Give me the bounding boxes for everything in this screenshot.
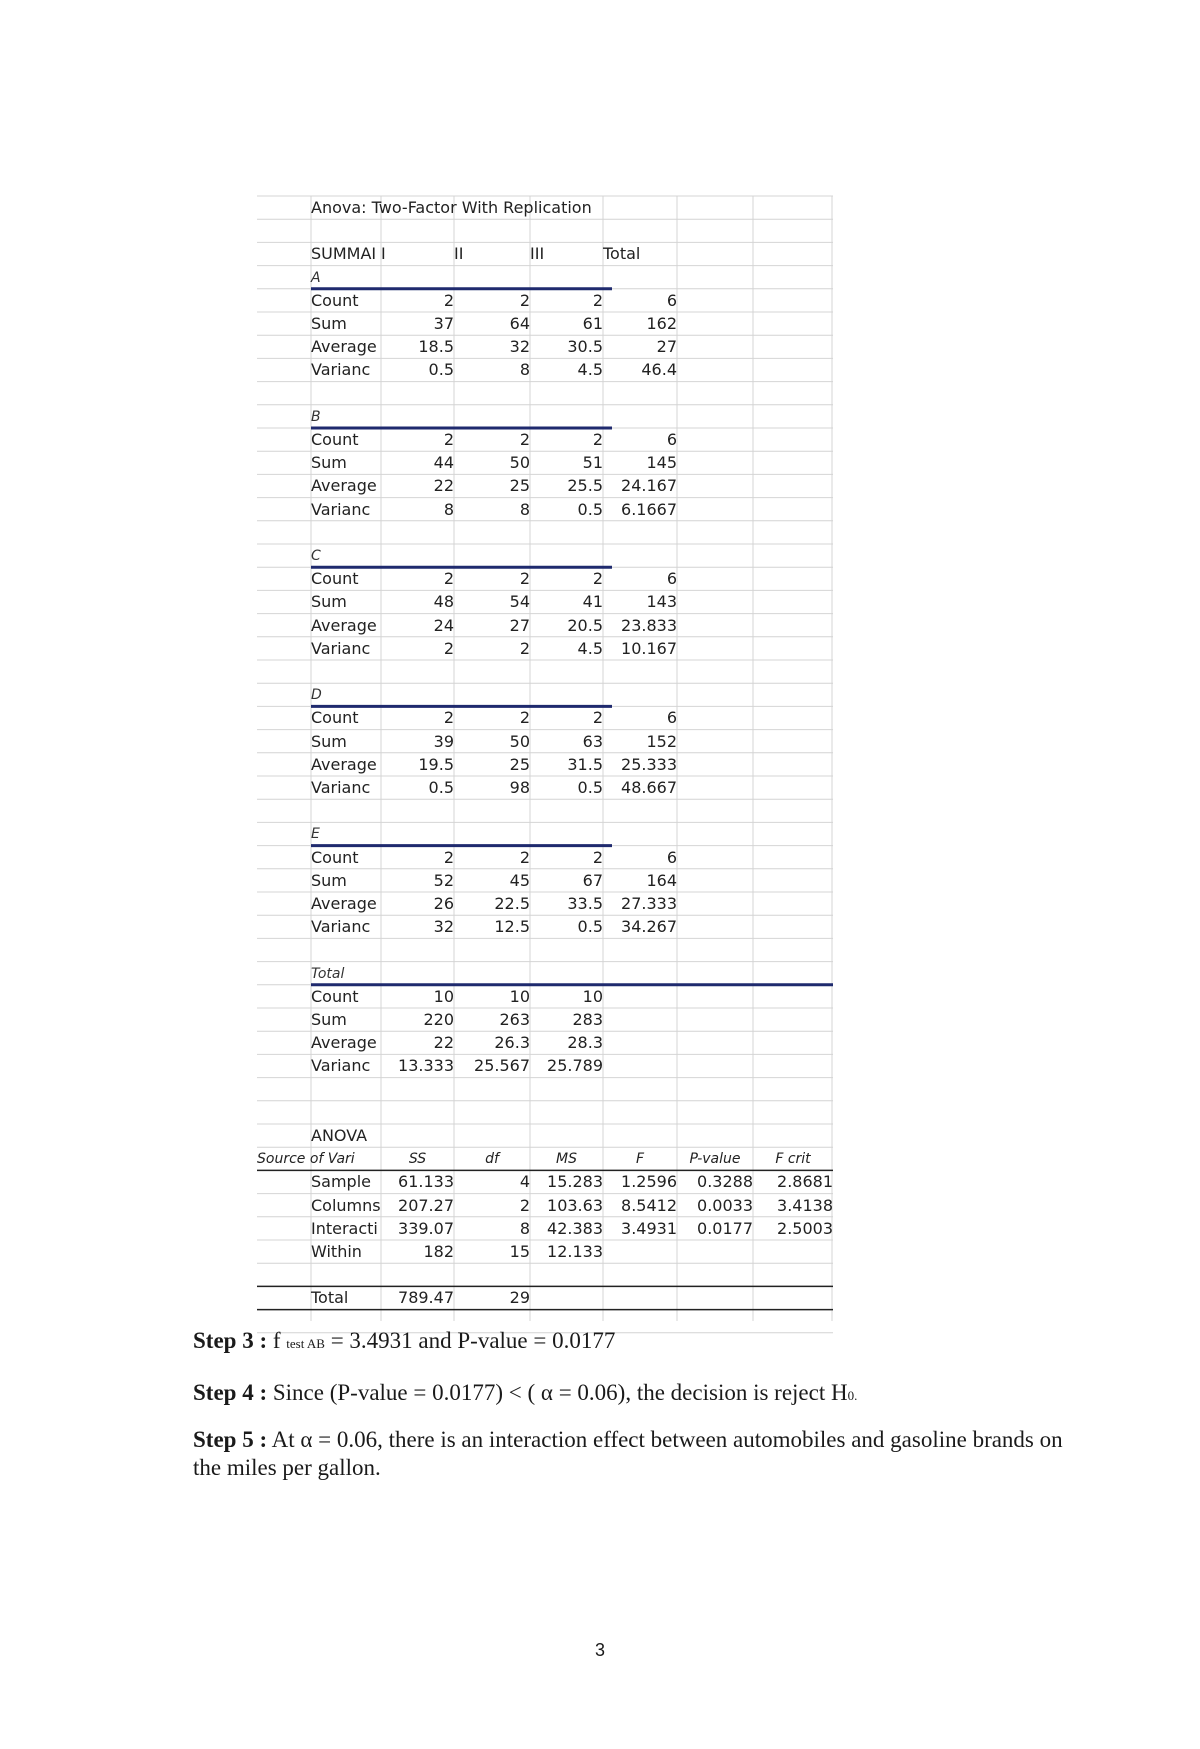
group-label: E: [311, 826, 320, 843]
summary-value: 64: [509, 314, 530, 333]
summary-value: 63: [582, 731, 603, 751]
stat-label: Average: [311, 337, 377, 357]
anova-title: ANOVA: [311, 1126, 368, 1145]
summary-value: 2: [592, 708, 603, 728]
step-4-label: Step 4 :: [193, 1380, 268, 1405]
summary-value: 32: [509, 337, 530, 357]
stat-label: Average: [311, 615, 377, 635]
summary-value: 2: [443, 430, 454, 449]
anova-value: 12.133: [547, 1242, 603, 1261]
anova-value: 42.383: [547, 1218, 603, 1238]
stat-label: Varianc: [311, 360, 371, 380]
anova-header-cell: df: [485, 1151, 499, 1168]
summary-value: 50: [509, 453, 530, 473]
summary-value: 2: [592, 290, 603, 310]
group-label: B: [311, 408, 321, 425]
summary-value: 0.5: [428, 778, 454, 797]
summary-value: 25: [509, 476, 530, 496]
stat-label: Varianc: [311, 499, 371, 519]
summary-value: 28.3: [567, 1033, 603, 1053]
group-label: D: [311, 687, 322, 704]
anova-value: 4: [519, 1172, 530, 1192]
summary-value: 18.5: [418, 337, 454, 357]
anova-value: 2.5003: [777, 1218, 833, 1238]
summary-value: 48: [433, 592, 454, 612]
summary-value: 25.789: [547, 1056, 603, 1076]
stat-label: Count: [311, 847, 359, 867]
summary-value: 51: [582, 453, 603, 473]
stat-label: Average: [311, 476, 377, 496]
summary-value: 283: [572, 1010, 603, 1029]
anova-value: [603, 1241, 677, 1263]
anova-value: [677, 1241, 753, 1263]
anova-total-label: Total: [311, 1288, 349, 1308]
summary-value: 27: [509, 615, 530, 635]
anova-value: 339.07: [398, 1218, 454, 1238]
group-label: Total: [311, 965, 345, 982]
summary-value: 22: [433, 1033, 454, 1053]
summary-header-cell: Total: [603, 244, 641, 264]
summary-value: 6.1667: [621, 499, 677, 519]
summary-value: 98: [509, 778, 530, 797]
step-3-post: = 3.4931 and P-value = 0.0177: [324, 1328, 616, 1353]
anova-header-cell: F crit: [775, 1151, 811, 1168]
stat-label: Count: [311, 569, 359, 589]
anova-value: 3.4931: [621, 1218, 677, 1238]
anova-value: 15.283: [547, 1172, 603, 1192]
group-label: C: [311, 548, 321, 564]
anova-value: 61.133: [398, 1172, 454, 1192]
stat-label: Sum: [311, 453, 347, 473]
summary-value: 20.5: [567, 615, 603, 635]
step-5-continued: [193, 1455, 381, 1481]
stat-label: Varianc: [311, 638, 371, 658]
anova-header-cell: SS: [408, 1151, 427, 1168]
step-3-label: Step 3 :: [193, 1328, 268, 1353]
summary-value: 33.5: [567, 894, 603, 913]
summary-value: 52: [433, 870, 454, 890]
stat-label: Sum: [311, 314, 347, 333]
summary-value: 10: [433, 986, 454, 1006]
summary-value: 8: [519, 499, 530, 519]
anova-source-label: Sample: [311, 1172, 371, 1192]
summary-value: 22: [433, 476, 454, 496]
summary-value: 50: [509, 731, 530, 751]
summary-value: 2: [519, 569, 530, 589]
summary-value: 27.333: [621, 894, 677, 913]
summary-value: 0.5: [577, 778, 603, 797]
step-4: [193, 1380, 857, 1406]
summary-value: 10.167: [621, 638, 677, 658]
step-5: [193, 1427, 1063, 1453]
summary-value: 13.333: [398, 1056, 454, 1076]
summary-value: 6: [666, 569, 677, 589]
stat-label: Varianc: [311, 1056, 371, 1076]
stat-label: Average: [311, 894, 377, 913]
anova-header-cell: Source of Vari: [257, 1151, 355, 1168]
summary-value: 6: [666, 430, 677, 449]
stat-label: Sum: [311, 592, 347, 612]
anova-value: [753, 1241, 833, 1263]
anova-value: 0.3288: [697, 1172, 753, 1192]
anova-spreadsheet-screenshot: [257, 196, 833, 1321]
stat-label: Varianc: [311, 778, 371, 797]
summary-value: 8: [443, 499, 454, 519]
summary-value: 48.667: [621, 778, 677, 797]
step-5-line2: the miles per gallon.: [193, 1455, 381, 1480]
stat-label: Sum: [311, 1010, 347, 1029]
summary-value: 12.5: [494, 917, 530, 937]
summary-value: 25: [509, 754, 530, 774]
stat-label: Sum: [311, 870, 347, 890]
summary-value: 24.167: [621, 476, 677, 496]
summary-header-cell: III: [530, 244, 545, 264]
summary-value: 2: [519, 430, 530, 449]
summary-value: 4.5: [577, 638, 603, 658]
summary-value: 164: [646, 870, 677, 890]
summary-value: 23.833: [621, 615, 677, 635]
anova-value: 2: [519, 1195, 530, 1215]
summary-value: 2: [443, 638, 454, 658]
summary-value: 143: [646, 592, 677, 612]
anova-value: 0.0033: [697, 1195, 753, 1215]
summary-value: 8: [519, 360, 530, 380]
summary-value: 0.5: [428, 360, 454, 380]
summary-value: 263: [499, 1010, 530, 1029]
summary-value: 30.5: [567, 337, 603, 357]
summary-value: 6: [666, 708, 677, 728]
anova-value: 15: [509, 1242, 530, 1261]
summary-value: 45: [509, 870, 530, 890]
summary-value: 0.5: [577, 499, 603, 519]
step-4-text: Since (P-value = 0.0177) < ( α = 0.06), the decision is reject H: [267, 1380, 848, 1405]
anova-header-cell: MS: [556, 1151, 577, 1168]
stat-label: Varianc: [311, 917, 371, 937]
summary-value: 37: [433, 314, 454, 333]
summary-value: 25.333: [621, 754, 677, 774]
summary-value: 2: [592, 847, 603, 867]
anova-value: 3.4138: [777, 1195, 833, 1215]
summary-value: 25.5: [567, 476, 603, 496]
anova-total-value: 789.47: [398, 1288, 454, 1308]
anova-value: 207.27: [398, 1195, 454, 1215]
summary-header-cell: II: [454, 244, 464, 264]
anova-value: 182: [423, 1242, 454, 1261]
step-5-line1: At α = 0.06, there is an interaction effect between automobiles and gasoline brands on: [267, 1427, 1063, 1452]
summary-value: 2: [592, 569, 603, 589]
step-3-subscript: test AB: [286, 1336, 325, 1351]
page-number: 3: [594, 1640, 605, 1660]
anova-value: 1.2596: [621, 1172, 677, 1192]
summary-value: 2: [519, 847, 530, 867]
step-3-pre: f: [267, 1328, 287, 1353]
summary-value: 27: [656, 337, 677, 357]
anova-total-value: 29: [509, 1288, 530, 1308]
step-4-subscript: 0.: [847, 1388, 858, 1403]
summary-value: 152: [646, 731, 677, 751]
anova-source-label: Within: [311, 1242, 362, 1261]
summary-value: 2: [592, 430, 603, 449]
summary-value: 2: [443, 708, 454, 728]
summary-value: 19.5: [418, 754, 454, 774]
summary-value: 44: [433, 453, 454, 473]
stat-label: Average: [311, 1033, 377, 1053]
stat-label: Count: [311, 430, 359, 449]
summary-value: 41: [582, 592, 603, 612]
summary-value: 2: [443, 290, 454, 310]
summary-value: 31.5: [567, 754, 603, 774]
anova-value: 8: [519, 1218, 530, 1238]
summary-value: 26.3: [494, 1033, 530, 1053]
summary-value: 162: [646, 314, 677, 333]
summary-value: 6: [666, 847, 677, 867]
summary-value: 6: [666, 290, 677, 310]
summary-value: 67: [582, 870, 603, 890]
summary-value: 2: [519, 708, 530, 728]
summary-value: 0.5: [577, 917, 603, 937]
summary-value: 4.5: [577, 360, 603, 380]
anova-value: 8.5412: [621, 1195, 677, 1215]
summary-value: 10: [582, 986, 603, 1006]
summary-header-cell: I: [381, 244, 386, 264]
summary-value: 26: [433, 894, 454, 913]
anova-source-label: Interacti: [311, 1218, 378, 1238]
group-label: A: [311, 269, 321, 286]
stat-label: Count: [311, 708, 359, 728]
summary-value: 22.5: [494, 894, 530, 913]
summary-value: 25.567: [474, 1056, 530, 1076]
stat-label: Count: [311, 290, 359, 310]
summary-value: 2: [519, 290, 530, 310]
summary-value: 145: [646, 453, 677, 473]
summary-value: 54: [509, 592, 530, 612]
summary-value: 10: [509, 986, 530, 1006]
summary-value: 61: [582, 314, 603, 333]
summary-value: 46.4: [641, 360, 677, 380]
summary-value: 39: [433, 731, 454, 751]
summary-value: 2: [443, 847, 454, 867]
anova-value: 0.0177: [697, 1218, 753, 1238]
summary-value: 34.267: [621, 917, 677, 937]
anova-header-cell: P-value: [689, 1151, 741, 1168]
sheet-title: Anova: Two-Factor With Replication: [311, 198, 592, 217]
summary-value: 24: [433, 615, 454, 635]
stat-label: Average: [311, 754, 377, 774]
anova-value: 2.8681: [777, 1172, 833, 1192]
stat-label: Count: [311, 986, 359, 1006]
step-5-label: Step 5 :: [193, 1427, 268, 1452]
anova-header-cell: F: [635, 1151, 645, 1168]
anova-source-label: Columns: [311, 1195, 381, 1215]
summary-value: 2: [443, 569, 454, 589]
summary-value: 2: [519, 638, 530, 658]
summary-value: 220: [423, 1010, 454, 1029]
summary-value: 32: [433, 917, 454, 937]
anova-value: 103.63: [547, 1195, 603, 1215]
summary-header-cell: SUMMAI: [311, 244, 377, 264]
step-3: [193, 1328, 615, 1354]
stat-label: Sum: [311, 731, 347, 751]
